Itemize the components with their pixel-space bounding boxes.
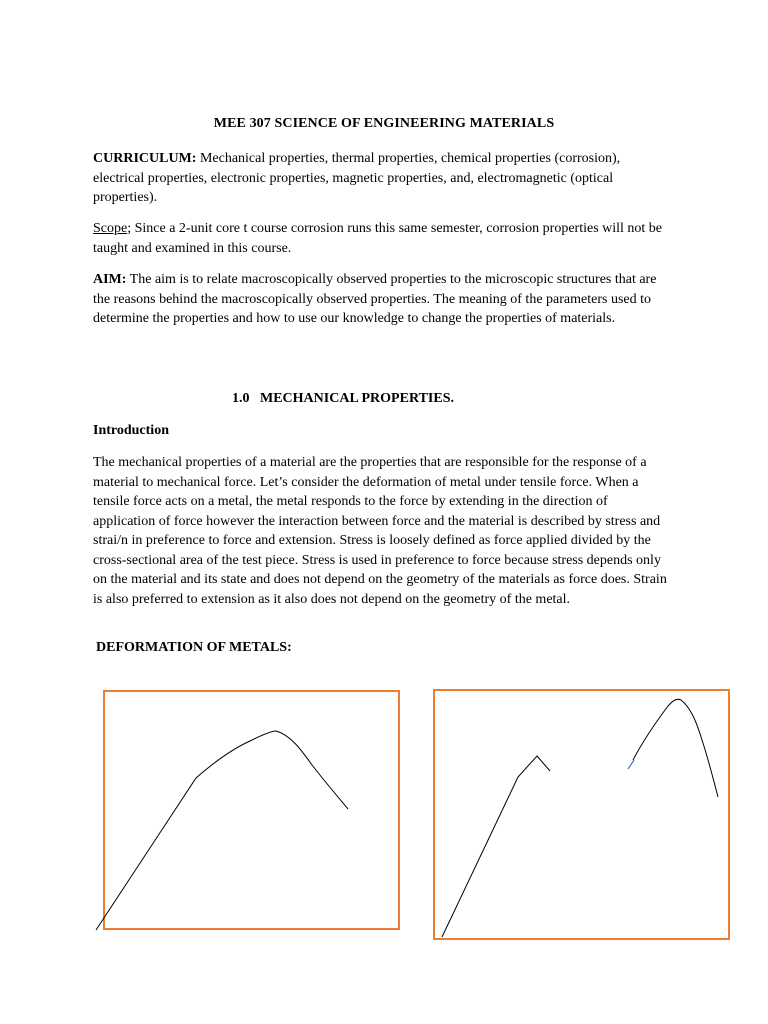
- aim-label: AIM:: [93, 272, 127, 287]
- curriculum-label: CURRICULUM:: [93, 151, 197, 166]
- curve-left: [96, 731, 348, 930]
- deformation-heading: DEFORMATION OF METALS:: [96, 640, 292, 655]
- scope-label: Scope: [93, 221, 128, 236]
- curve-right-elastic: [442, 756, 550, 937]
- scope-text: ; Since a 2-unit core t course corrosion runs this same semester, corrosion properties will not be taught and examined in this course.: [93, 221, 663, 256]
- curve-right-plastic: [633, 699, 718, 797]
- curve-right-marker: [628, 760, 634, 769]
- curriculum-text: Mechanical properties, thermal properties, chemical properties (corrosion), electrical properties, electronic properties, magnetic properties, and, electromagnetic (optical properties).: [93, 151, 621, 205]
- aim-text: The aim is to relate macroscopically observed properties to the microscopic structures that are the reasons behind the macroscopically observed properties. The meaning of the parameters used to determine the properties and how to use our knowledge to change the properties of materials.: [93, 272, 657, 326]
- section-heading: 1.0 MECHANICAL PROPERTIES.: [232, 391, 454, 406]
- document-title: MEE 307 SCIENCE OF ENGINEERING MATERIALS: [213, 116, 555, 131]
- introduction-paragraph: The mechanical properties of a material are the properties that are responsible for the response of a material to mechanical force. Let’s consider the deformation of metal under tensile force. When a tensile force acts on a metal, the metal responds to the force by extending in the direction of application of force however the interaction between force and the material is described by stress and strai/n in preference to force and extension. Stress is loosely defined as force applied divided by the cross-sectional area of the test piece. Stress is used in preference to force because stress depends only on the material and its state and does not depend on the geometry of the materials as force does. Strain is also preferred to extension as it also does not depend on the geometry of the metal.: [93, 455, 667, 607]
- introduction-heading: Introduction: [93, 423, 169, 438]
